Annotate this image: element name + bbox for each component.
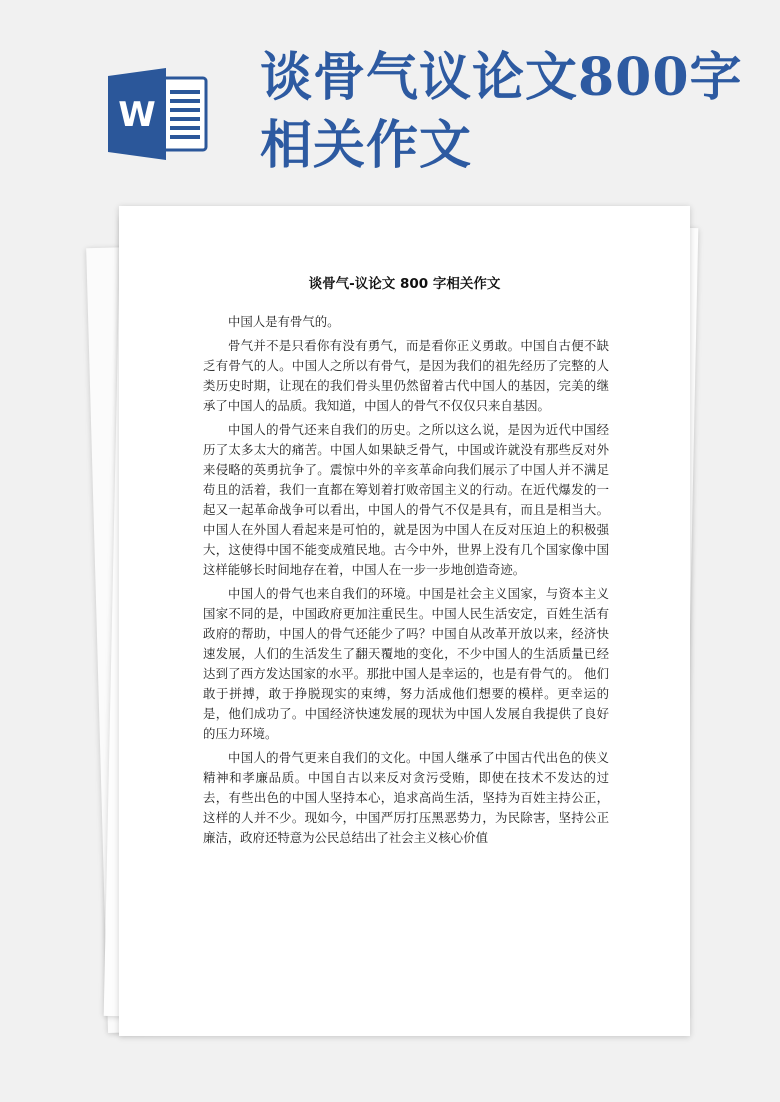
paragraph: 中国人是有骨气的。: [228, 314, 340, 329]
page-title: 谈骨气议论文800字相关作文: [260, 47, 743, 176]
paragraph: 中国人的骨气更来自我们的文化。中国人继承了中国古代出色的侠义精神和孝廉品质。中国自古以来反对贪污受贿，即使在技术不发达的过去，有些出色的中国人坚持本心，追求高尚生活，坚持为百姓主持公正，这样的人并不少。现如今，中国严厉打压黑恶势力，为民除害，坚持公正廉洁，政府还特意为公民总结出了社会主义核心价值: [203, 750, 609, 845]
word-logo-letter: W: [118, 95, 156, 135]
document-body: [203, 312, 609, 852]
paragraph: 中国人的骨气还来自我们的历史。之所以这么说，是因为近代中国经历了太多太大的痛苦。中国人如果缺乏骨气，中国或许就没有那些反对外来侵略的英勇抗争了。震惊中外的辛亥革命向我们展示了中国人并不满足苟且的活着，我们一直都在筹划着打败帝国主义的行动。在近代爆发的一起又一起革命战争可以看出，中国人的骨气不仅是具有，而且是相当大。中国人在外国人看起来是可怕的，就是因为中国人在反对压迫上的积极强大，这使得中国不能变成殖民地。古今中外，世界上没有几个国家像中国这样能够长时间地存在着，中国人在一步一步地创造奇迹。: [203, 422, 609, 577]
document-page: [119, 206, 690, 1036]
paragraph: 中国人的骨气也来自我们的环境。中国是社会主义国家，与资本主义国家不同的是，中国政府更加注重民生。中国人民生活安定，百姓生活有政府的帮助，中国人的骨气还能少了吗？中国自从改革开放以来，经济快速发展，人们的生活发生了翻天覆地的变化，不少中国人的生活质量已经达到了西方发达国家的水平。那批中国人是幸运的，也是有骨气的。 他们敢于拼搏，敢于挣脱现实的束缚，努力活成他们想要的模样。更幸运的是，他们成功了。中国经济快速发展的现状为中国人发展自我提供了良好的压力环境。: [203, 586, 609, 741]
paragraph: 骨气并不是只看你有没有勇气，而是看你正义勇敢。中国自古便不缺乏有骨气的人。中国人之所以有骨气，是因为我们的祖先经历了完整的人类历史时期，让现在的我们骨头里仍然留着古代中国人的基因，完美的继承了中国人的品质。我知道，中国人的骨气不仅仅只来自基因。: [203, 338, 609, 413]
document-title: 谈骨气-议论文 800 字相关作文: [308, 276, 501, 292]
word-icon: [108, 68, 208, 160]
